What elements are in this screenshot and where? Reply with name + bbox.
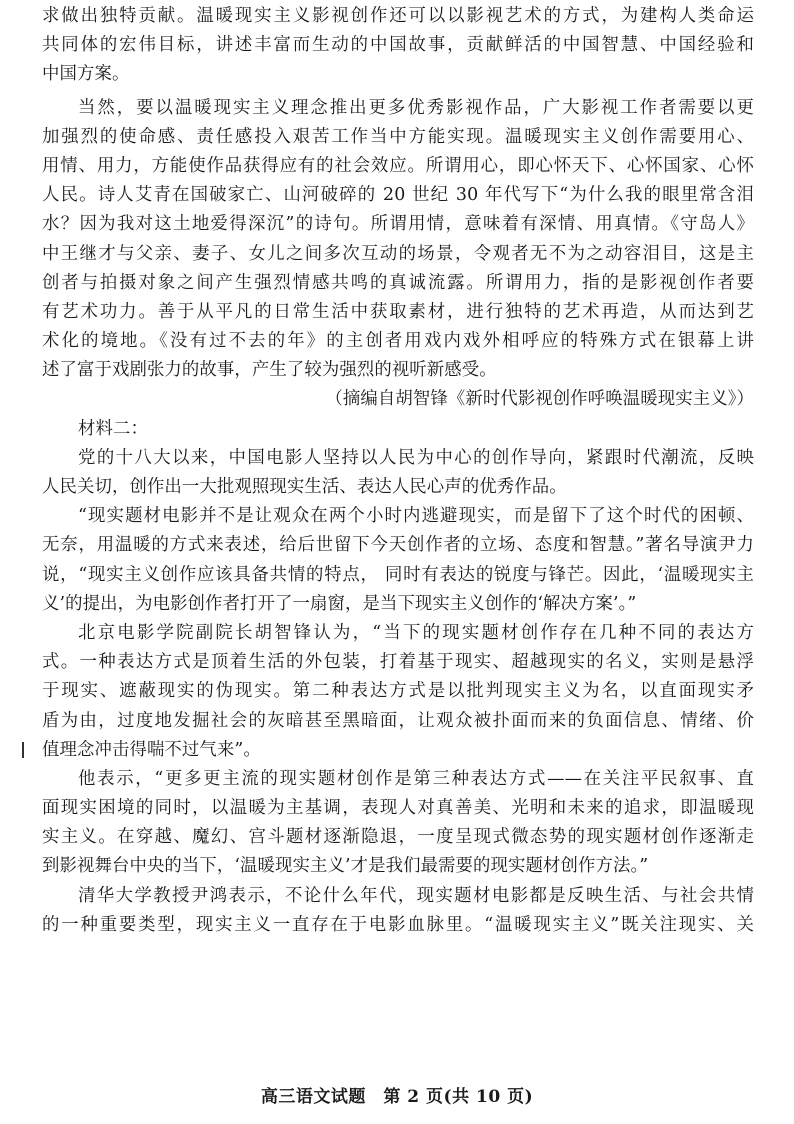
text-line: 清华大学教授尹鸿表示，不论什么年代，现实题材电影都是反映生活、与社会共情 bbox=[78, 885, 754, 906]
text-line: 创者与拍摄对象之间产生强烈情感共鸣的真诚流露。所谓用力，指的是影视创作者要 bbox=[42, 272, 754, 293]
text-line: 求做出独特贡献。温暖现实主义影视创作还可以以影视艺术的方式，为建构人类命运 bbox=[42, 6, 754, 26]
text-line: 人民。诗人艾青在国破家亡、山河破碎的 20 世纪 30 年代写下“为什么我的眼里常含泪 bbox=[42, 185, 754, 206]
text-line: 中国方案。 bbox=[42, 64, 130, 85]
text-line: 加强烈的使命感、责任感投入艰苦工作当中方能实现。温暖现实主义创作需要用心、 bbox=[42, 126, 754, 147]
text-line: 中王继才与父亲、妻子、女儿之间多次互动的场景，令观者无不为之动容泪目，这是主 bbox=[42, 243, 754, 264]
text-line: 当然，要以温暖现实主义理念推出更多优秀影视作品，广大影视工作者需要以更 bbox=[78, 97, 754, 118]
text-line: 他表示，“更多更主流的现实题材创作是第三种表达方式——在关注平民叙事、直 bbox=[78, 768, 754, 789]
text-line: 北京电影学院副院长胡智锋认为，“当下的现实题材创作存在几种不同的表达方 bbox=[78, 622, 754, 643]
text-line: 面现实困境的同时，以温暖为主基调，表现人对真善美、光明和未来的追求，即温暖现 bbox=[42, 798, 754, 819]
text-line: 义’的提出，为电影创作者打开了一扇窗，是当下现实主义创作的‘解决方案’。” bbox=[42, 593, 637, 614]
text-line: 述了富于戏剧张力的故事，产生了较为强烈的视听新感受。 bbox=[42, 360, 497, 381]
source-citation: （摘编自胡智锋《新时代影视创作呼唤温暖现实主义》） bbox=[325, 389, 754, 410]
text-line: 值理念冲击得喘不过气来”。 bbox=[42, 739, 261, 760]
material-two-paragraph-3 bbox=[42, 619, 754, 765]
text-line: 有艺术功力。善于从平凡的日常生活中获取素材，进行独特的艺术再造，从而达到艺 bbox=[42, 301, 754, 322]
material-one-ending bbox=[42, 2, 754, 90]
material-two-paragraph-1 bbox=[42, 444, 754, 502]
text-line: 用情、用力，方能使作品获得应有的社会效应。所谓用心，即心怀天下、心怀国家、心怀 bbox=[42, 155, 754, 176]
paragraph-warm-realism-practice bbox=[42, 94, 754, 386]
text-line: 式。一种表达方式是顶着生活的外包装，打着基于现实、超越现实的名义，实则是悬浮 bbox=[42, 652, 754, 673]
text-line: 到影视舞台中央的当下，‘温暖现实主义’才是我们最需要的现实题材创作方法。” bbox=[42, 856, 649, 877]
page-footer: 高三语文试题 第 2 页(共 10 页) bbox=[260, 1087, 534, 1107]
text-line: 盾为由，过度地发掘社会的灰暗甚至黑暗面，让观众被扑面而来的负面信息、情绪、价 bbox=[42, 710, 754, 731]
text-line: 实主义。在穿越、魔幻、宫斗题材逐渐隐退，一度呈现式微态势的现实题材创作逐渐走 bbox=[42, 827, 754, 848]
margin-mark bbox=[22, 742, 24, 758]
material-two-paragraph-5 bbox=[42, 882, 754, 940]
text-line: 水？因为我对这土地爱得深沉”的诗句。所谓用情，意味着有深情、用真情。《守岛人》 bbox=[42, 214, 754, 235]
material-two-paragraph-2 bbox=[42, 502, 754, 619]
text-line: 说，“现实主义创作应该具备共情的特点， 同时有表达的锐度与锋芒。因此，‘温暖现实主 bbox=[42, 564, 754, 585]
text-line: “现实题材电影并不是让观众在两个小时内逃避现实，而是留下了这个时代的困顿、 bbox=[78, 506, 754, 527]
material-two-paragraph-4 bbox=[42, 765, 754, 882]
text-line: 共同体的宏伟目标，讲述丰富而生动的中国故事，贡献鲜活的中国智慧、中国经验和 bbox=[42, 35, 754, 56]
text-line: 于现实、遮蔽现实的伪现实。第二种表达方式是以批判现实主义为名，以直面现实矛 bbox=[42, 681, 754, 702]
text-line: 无奈，用温暖的方式来表述，给后世留下今天创作者的立场、态度和智慧。”著名导演尹力 bbox=[42, 535, 754, 556]
exam-page-body bbox=[42, 2, 754, 940]
text-line: 人民关切，创作出一大批观照现实生活、表达人民心声的优秀作品。 bbox=[42, 477, 567, 497]
material-two-heading: 材料二： bbox=[78, 418, 148, 439]
text-line: 的一种重要类型，现实主义一直存在于电影血脉里。“温暖现实主义”既关注现实、关 bbox=[42, 914, 754, 935]
text-line: 术化的境地。《没有过不去的年》的主创者用戏内戏外相呼应的特殊方式在银幕上讲 bbox=[42, 331, 754, 352]
text-line: 党的十八大以来，中国电影人坚持以人民为中心的创作导向，紧跟时代潮流，反映 bbox=[78, 447, 754, 468]
